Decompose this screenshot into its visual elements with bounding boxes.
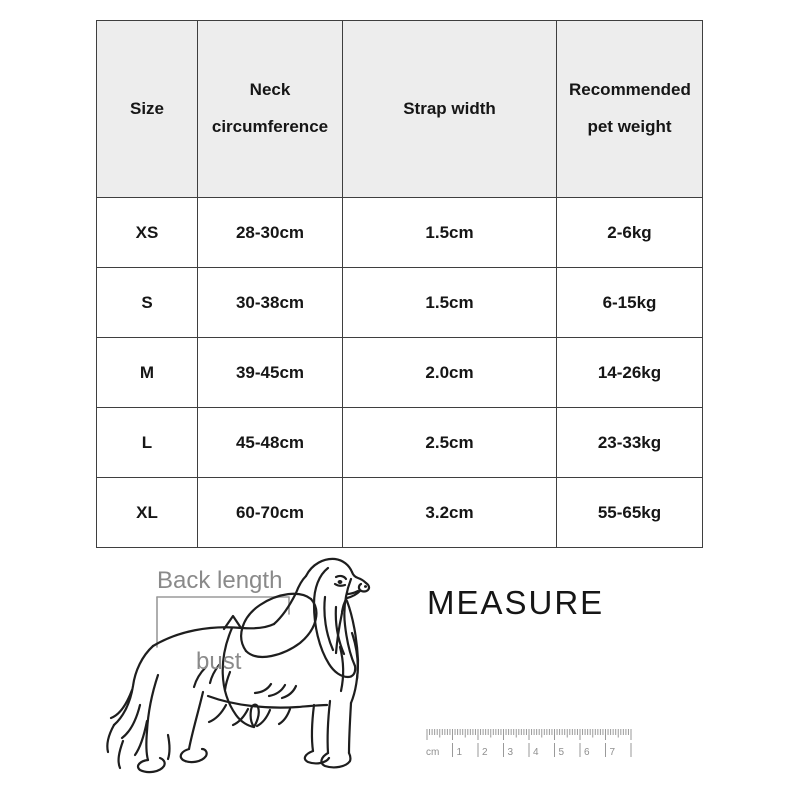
cell-neck: 60-70cm	[198, 478, 343, 548]
cell-weight: 14-26kg	[557, 338, 703, 408]
cell-size: XS	[97, 198, 198, 268]
eye-dot	[338, 580, 343, 584]
ruler-unit-label: cm	[426, 747, 440, 758]
size-table	[96, 20, 703, 548]
ruler-number: 5	[558, 747, 565, 758]
cell-neck: 45-48cm	[198, 408, 343, 478]
ruler-number: 7	[609, 747, 616, 758]
table-row	[97, 268, 703, 338]
cell-strap: 2.0cm	[343, 338, 557, 408]
ruler-number: 2	[482, 747, 488, 758]
col-header-size: Size	[97, 21, 198, 198]
cell-weight: 55-65kg	[557, 478, 703, 548]
ruler-number: 6	[584, 747, 590, 758]
col-header-pet-weight: Recommended pet weight	[557, 21, 703, 198]
table-row	[97, 338, 703, 408]
cell-strap: 2.5cm	[343, 408, 557, 478]
cell-strap: 1.5cm	[343, 268, 557, 338]
cell-size: XL	[97, 478, 198, 548]
cell-size: S	[97, 268, 198, 338]
table-row	[97, 198, 703, 268]
bust-label: bust	[196, 648, 242, 675]
cell-weight: 23-33kg	[557, 408, 703, 478]
header-row	[97, 21, 703, 198]
cell-strap: 1.5cm	[343, 198, 557, 268]
ruler-number: 3	[507, 747, 514, 758]
nose-dot	[364, 585, 367, 588]
ruler-number: 4	[533, 747, 539, 758]
col-header-strap-width: Strap width	[343, 21, 557, 198]
cell-weight: 6-15kg	[557, 268, 703, 338]
ruler-number: 1	[456, 747, 463, 758]
cell-weight: 2-6kg	[557, 198, 703, 268]
col-header-neck-circumference: Neck circumference	[198, 21, 343, 198]
cell-size: L	[97, 408, 198, 478]
cell-neck: 30-38cm	[198, 268, 343, 338]
ruler-svg	[424, 726, 636, 760]
cell-size: M	[97, 338, 198, 408]
cell-strap: 3.2cm	[343, 478, 557, 548]
back-length-label: Back length	[157, 567, 283, 594]
cell-neck: 39-45cm	[198, 338, 343, 408]
table-row	[97, 478, 703, 548]
table-row	[97, 408, 703, 478]
measure-title: MEASURE	[427, 584, 605, 621]
cell-neck: 28-30cm	[198, 198, 343, 268]
